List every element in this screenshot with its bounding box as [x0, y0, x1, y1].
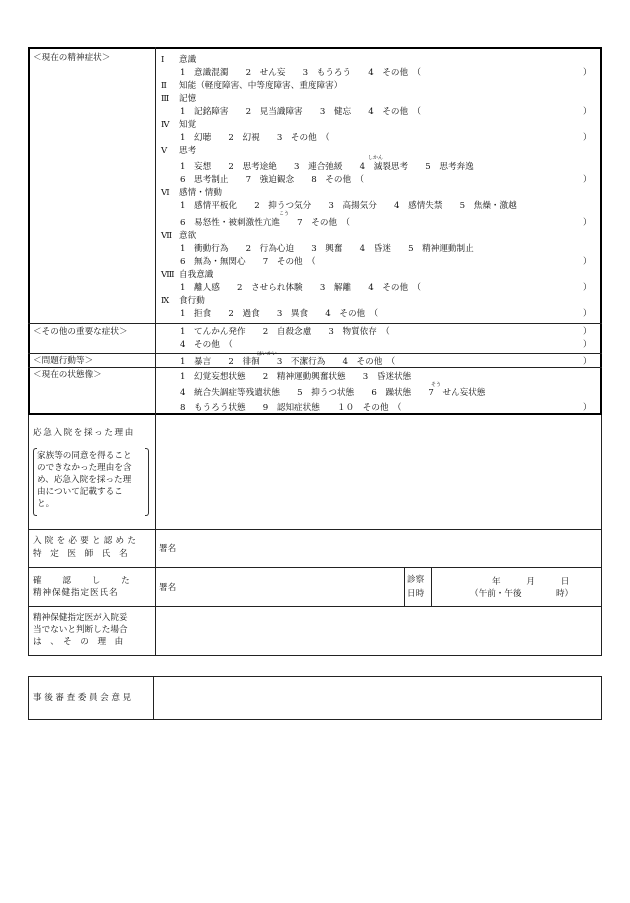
group-num: Ⅵ: [161, 188, 170, 198]
sep-mental: [28, 323, 602, 324]
confirm-label-1: 確 認 し た: [33, 576, 131, 586]
designated-label-2: 当でないと判断した場合: [33, 625, 128, 635]
committee-field[interactable]: [154, 677, 601, 719]
close-paren: ）: [583, 218, 592, 228]
option-line: 6 思考制止 7 強迫観念 8 その他 （: [180, 175, 364, 185]
note-line: と。: [37, 499, 55, 509]
group-num: Ⅳ: [161, 120, 170, 130]
option-line: 8 もうろう状態 9 認知症状態 １０ その他 （: [180, 403, 402, 413]
doctor-sign-field[interactable]: [182, 532, 597, 562]
option-line: 1 暴言 2 徘徊 3 不潔行為 4 その他 （: [180, 357, 396, 367]
option-line: 1 てんかん発作 2 自殺念慮 3 物質依存 （: [180, 327, 390, 337]
group-title: 記憶: [179, 94, 197, 104]
designated-reason-field[interactable]: [156, 607, 601, 655]
confirm-sign-field[interactable]: [182, 570, 400, 602]
close-paren: ）: [583, 257, 592, 267]
group-num: Ⅷ: [161, 270, 175, 280]
group-title: 思考: [179, 146, 197, 156]
group-num: Ⅸ: [161, 296, 170, 306]
group-num: Ⅱ: [161, 81, 167, 91]
exam-label-2: 日時: [407, 589, 425, 599]
doctor-label-2: 特 定 医 師 氏 名: [33, 549, 128, 559]
group-title: 知覚: [179, 120, 197, 130]
group-title: 感情・情動: [179, 188, 222, 198]
option-line: 4 統合失調症等残遺状態 5 抑うつ状態 6 躁状態 7 せん妄状態: [180, 388, 486, 398]
group-title: 意欲: [179, 231, 197, 241]
option-line: 1 拒食 2 過食 3 異食 4 その他 （: [180, 309, 379, 319]
group-title: 知能（軽度障害、中等度障害、重度障害）: [179, 81, 343, 91]
note-line: のできなかった理由を含: [37, 463, 132, 473]
bracket-right: [145, 448, 149, 516]
designated-label-3: は 、 そ の 理 由: [33, 637, 124, 647]
ruby-kou: こう: [279, 211, 290, 217]
close-paren: ）: [583, 133, 592, 143]
label-behavior: ＜問題行動等＞: [33, 356, 94, 366]
group-title: 食行動: [179, 296, 205, 306]
option-line: 1 感情平板化 2 抑うつ気分 3 高揚気分 4 感情失禁 5 焦燥・激越: [180, 201, 517, 211]
close-paren: ）: [583, 327, 592, 337]
option-line: 6 無為・無関心 7 その他 （: [180, 257, 316, 267]
close-paren: ）: [583, 107, 592, 117]
note-line: 由について記載するこ: [37, 487, 123, 497]
designated-label-1: 精神保健指定医が入院妥: [33, 613, 128, 623]
exam-divider-right: [431, 567, 432, 606]
exam-time[interactable]: （午前・午後 時）: [470, 589, 574, 599]
close-paren: ）: [583, 175, 592, 185]
group-num: Ⅴ: [161, 146, 168, 156]
option-line: 1 妄想 2 思考途絶 3 連合弛緩 4 滅裂思考 5 思考奔逸: [180, 162, 474, 172]
reason-note-box: [33, 448, 149, 514]
committee-label: 事後審査委員会意見: [33, 693, 134, 703]
option-line: 1 幻聴 2 幻視 3 その他 （: [180, 133, 330, 143]
confirm-sign: 署名: [159, 583, 177, 593]
sep-behavior: [28, 367, 602, 368]
doctor-label-1: 入院を必要と認めた: [33, 536, 140, 546]
label-mental: ＜現在の精神症状＞: [33, 53, 111, 63]
option-line: 1 幻覚妄想状態 2 精神運動興奮状態 3 昏迷状態: [180, 372, 412, 382]
close-paren: ）: [583, 283, 592, 293]
label-other: ＜その他の重要な症状＞: [33, 327, 128, 337]
ruby-shikan: しかん: [368, 155, 384, 161]
label-state: ＜現在の状態像＞: [33, 370, 102, 380]
group-num: Ⅶ: [161, 231, 173, 241]
exam-divider-left: [404, 567, 405, 606]
exam-date[interactable]: 年 月 日: [492, 577, 570, 587]
confirm-label-2: 精神保健指定医氏名: [33, 588, 119, 598]
doctor-sign: 署名: [159, 544, 177, 554]
option-line: 1 意識混濁 2 せん妄 3 もうろう 4 その他 （: [180, 68, 422, 78]
sep-other: [28, 353, 602, 354]
close-paren: ）: [583, 403, 592, 413]
option-line: 1 離人感 2 させられ体験 3 解離 4 その他 （: [180, 283, 422, 293]
reason-title: 応急入院を採った理由: [33, 428, 135, 438]
group-title: 自我意識: [179, 270, 214, 280]
group-num: Ⅰ: [161, 55, 165, 65]
close-paren: ）: [583, 68, 592, 78]
group-num: Ⅲ: [161, 94, 170, 104]
symptom-divider: [155, 47, 156, 415]
close-paren: ）: [583, 309, 592, 319]
option-line: 1 衝動行為 2 行為心迫 3 興奮 4 昏迷 5 精神運動制止: [180, 244, 474, 254]
close-paren: ）: [583, 340, 592, 350]
group-title: 意識: [179, 55, 197, 65]
close-paren: ）: [583, 357, 592, 367]
ruby-haikai: はいかい: [257, 351, 278, 357]
ruby-sou: そう: [431, 382, 442, 388]
sep-reason: [28, 529, 602, 530]
exam-label-1: 診察: [407, 575, 425, 585]
note-line: 家族等の同意を得ること: [37, 451, 132, 461]
note-line: め、応急入院を採った理: [37, 475, 132, 485]
reason-input[interactable]: [156, 416, 601, 528]
option-line: 6 易怒性・被刺激性亢進 7 その他 （: [180, 218, 350, 228]
option-line: 4 その他 （: [180, 340, 233, 350]
option-line: 1 記銘障害 2 見当識障害 3 健忘 4 その他 （: [180, 107, 422, 117]
sep-doctor: [28, 567, 602, 568]
